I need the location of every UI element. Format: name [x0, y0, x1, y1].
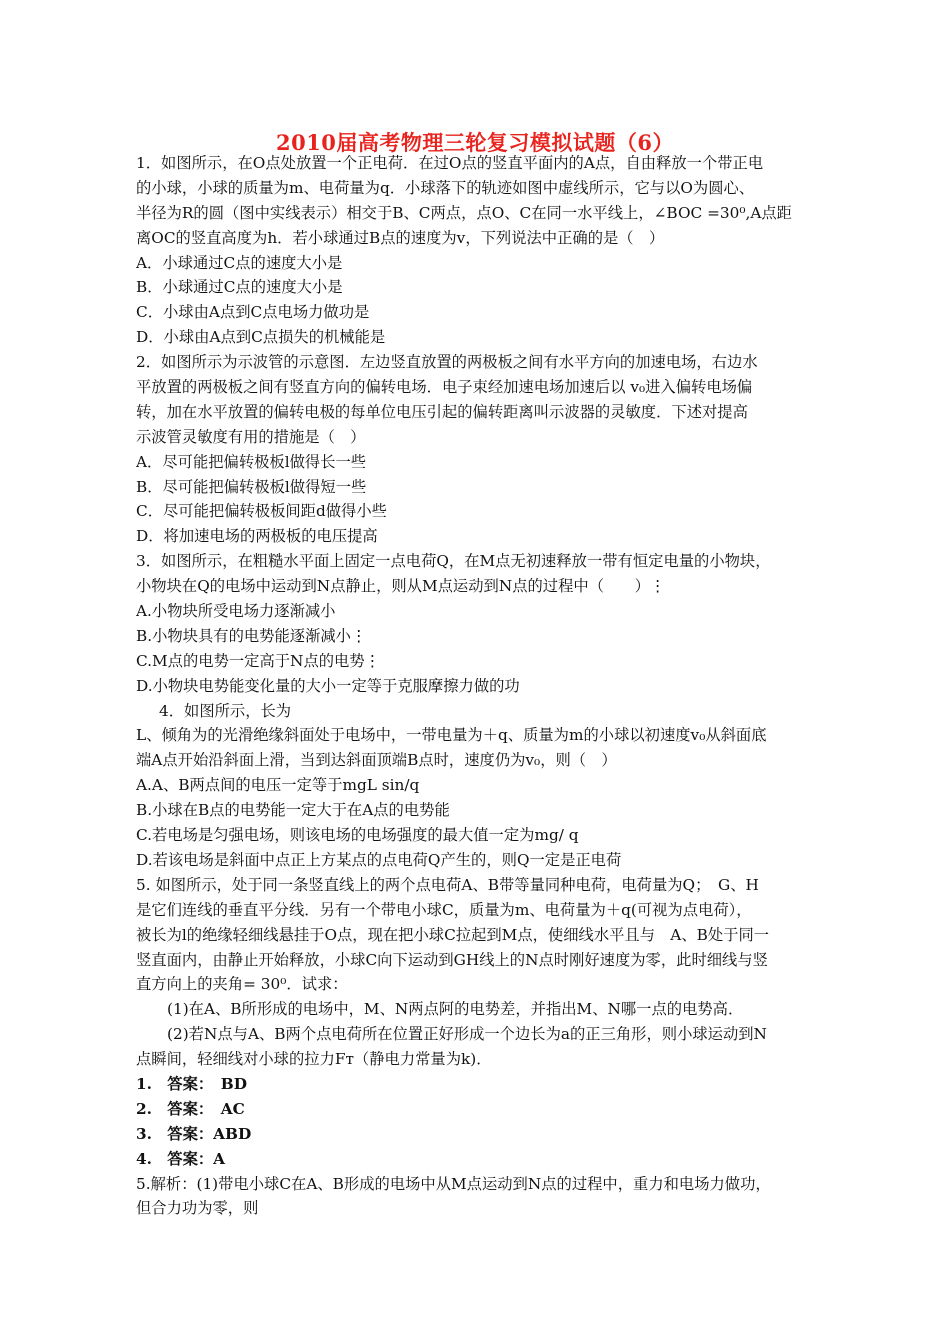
- q2-option-b: B．尽可能把偏转极板l做得短一些: [136, 477, 367, 496]
- q4-line: 端A点开始沿斜面上滑，当到达斜面顶端B点时，速度仍为v₀，则（ ）: [136, 751, 617, 770]
- q5-line: 5. 如图所示，处于同一条竖直线上的两个点电荷A、B带等量同种电荷，电荷量为Q； G、H: [136, 875, 759, 894]
- q4-option-d: D.若该电场是斜面中点正上方某点的点电荷Q产生的，则Q一定是正电荷: [136, 850, 622, 869]
- solution-5: 5.解析：(1)带电小球C在A、B形成的电场中从M点运动到N点的过程中，重力和电场力做功，: [136, 1174, 771, 1193]
- q1-line: 离OC的竖直高度为h．若小球通过B点的速度为v，下列说法中正确的是（ ）: [136, 228, 665, 247]
- q4-option-b: B.小球在B点的电势能一定大于在A点的电势能: [136, 801, 450, 820]
- q5-line: 直方向上的夹角= 30⁰．试求：: [136, 975, 348, 994]
- answer-1: 1. 答案： BD: [136, 1074, 247, 1093]
- q3-line: 3．如图所示，在粗糙水平面上固定一点电荷Q，在M点无初速释放一带有恒定电量的小物块，: [136, 552, 771, 571]
- q5-part-2: 点瞬间，轻细线对小球的拉力Fᴛ（静电力常量为k)．: [136, 1050, 492, 1069]
- answer-2: 2. 答案： AC: [136, 1099, 245, 1118]
- q2-line: 示波管灵敏度有用的措施是（ ）: [136, 427, 366, 446]
- q5-part-1: (1)在A、B所形成的电场中，M、N两点阿的电势差，并指出M、N哪一点的电势高．: [167, 1000, 744, 1019]
- document-body: [136, 151, 822, 1221]
- q1-option-c: C．小球由A点到C点电场力做功是: [136, 303, 370, 322]
- page-title: 2010届高考物理三轮复习模拟试题（6）: [275, 130, 675, 155]
- q2-line: 转，加在水平放置的偏转电极的每单位电压引起的偏转距离叫示波器的灵敏度．下述对提高: [136, 402, 748, 421]
- q1-option-b: B．小球通过C点的速度大小是: [136, 278, 343, 297]
- q2-line: 平放置的两极板之间有竖直方向的偏转电场．电子束经加速电场加速后以 v₀进入偏转电场偏: [136, 378, 753, 397]
- q1-line: 1．如图所示，在O点处放置一个正电荷．在过O点的竖直平面内的A点，自由释放一个带正电: [136, 154, 764, 172]
- q2-option-c: C．尽可能把偏转极板间距d做得小些: [136, 502, 387, 521]
- q2-option-a: A．尽可能把偏转极板l做得长一些: [136, 452, 367, 471]
- q1-option-a: A．小球通过C点的速度大小是: [136, 253, 343, 272]
- q3-option-d: D.小物块电势能变化量的大小一定等于克服摩擦力做的功: [136, 676, 520, 695]
- q4-option-a: A.A、B两点间的电压一定等于mgL sin/q: [136, 776, 420, 795]
- q1-line: 的小球，小球的质量为m、电荷量为q．小球落下的轨迹如图中虚线所示，它与以O为圆心、: [136, 178, 755, 197]
- q4-option-c: C.若电场是匀强电场，则该电场的电场强度的最大值一定为mg/ q: [136, 826, 579, 845]
- q4-line: 4．如图所示，长为: [159, 701, 292, 720]
- q2-line: 2．如图所示为示波管的示意图．左边竖直放置的两极板之间有水平方向的加速电场，右边水: [136, 353, 758, 372]
- q1-line: 半径为R的圆（图中实线表示）相交于B、C两点，点O、C在同一水平线上，∠BOC =30⁰,A点距: [136, 203, 792, 222]
- solution-5: 但合力功为零，则: [136, 1199, 259, 1218]
- q5-line: 是它们连线的垂直平分线．另有一个带电小球C，质量为m、电荷量为＋q(可视为点电荷），: [136, 900, 752, 919]
- q3-option-a: A.小物块所受电场力逐渐减小: [136, 602, 336, 621]
- q5-line: 被长为l的绝缘轻细线悬挂于O点，现在把小球C拉起到M点，使细线水平且与 A、B处于同一: [136, 925, 770, 944]
- answer-3: 3. 答案：ABD: [136, 1124, 252, 1143]
- answer-4: 4. 答案：A: [136, 1149, 226, 1168]
- q1-option-d: D．小球由A点到C点损失的机械能是: [136, 328, 386, 347]
- q3-line: 小物块在Q的电场中运动到N点静止，则从M点运动到N点的过程中（ ）⋮: [136, 577, 666, 596]
- q5-line: 竖直面内，由静止开始释放，小球C向下运动到GH线上的N点时刚好速度为零，此时细线与竖: [136, 950, 768, 969]
- q4-line: L、倾角为的光滑绝缘斜面处于电场中，一带电量为＋q、质量为m的小球以初速度v₀从斜面底: [136, 726, 767, 745]
- q3-option-b: B.小物块具有的电势能逐渐减小⋮: [136, 626, 367, 645]
- q2-option-d: D．将加速电场的两极板的电压提高: [136, 527, 378, 546]
- q3-option-c: C.M点的电势一定高于N点的电势⋮: [136, 651, 380, 670]
- q5-part-2: (2)若N点与A、B两个点电荷所在位置正好形成一个边长为a的正三角形，则小球运动到N: [167, 1025, 767, 1044]
